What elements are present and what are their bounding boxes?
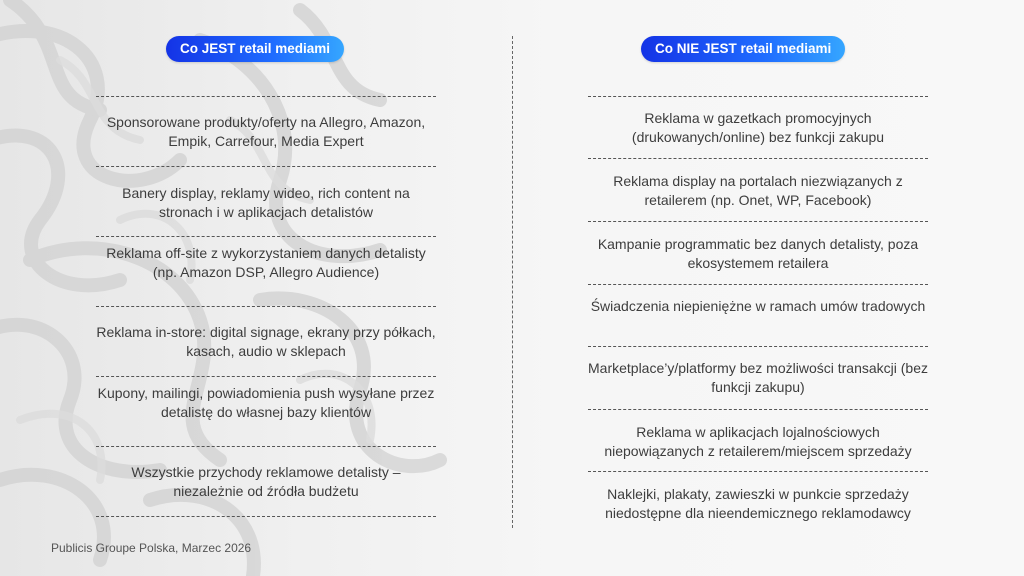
dashed-rule bbox=[588, 158, 928, 159]
right-item-7: Naklejki, plakaty, zawieszki w punkcie sprzedaży niedostępne dla nieendemicznego reklamodawcy bbox=[605, 486, 911, 521]
dashed-rule bbox=[96, 376, 436, 377]
center-divider bbox=[512, 36, 513, 528]
left-item-2: Banery display, reklamy wideo, rich content na stronach i w aplikacjach detalistów bbox=[122, 185, 410, 220]
right-item-6: Reklama w aplikacjach lojalnościowych niepowiązanych z retailerem/miejscem sprzedaży bbox=[604, 424, 912, 459]
right-item-1: Reklama w gazetkach promocyjnych (drukowanych/online) bez funkcji zakupu bbox=[631, 110, 885, 145]
dashed-rule bbox=[588, 409, 928, 410]
right-item-4: Świadczenia niepieniężne w ramach umów tradowych bbox=[590, 298, 926, 314]
right-heading-badge: Co NIE JEST retail mediami bbox=[641, 36, 845, 62]
dashed-rule bbox=[588, 96, 928, 97]
dashed-rule bbox=[96, 446, 436, 447]
left-item-6: Wszystkie przychody reklamowe detalisty – niezależnie od źródła budżetu bbox=[131, 464, 401, 499]
dashed-rule bbox=[96, 306, 436, 307]
left-heading-badge: Co JEST retail mediami bbox=[166, 36, 344, 62]
dashed-rule bbox=[588, 284, 928, 285]
dashed-rule bbox=[96, 96, 436, 97]
right-item-2: Reklama display na portalach niezwiązanych z retailerem (np. Onet, WP, Facebook) bbox=[613, 173, 903, 208]
left-item-3: Reklama off-site z wykorzystaniem danych detalisty (np. Amazon DSP, Allegro Audience) bbox=[106, 245, 426, 280]
left-item-5: Kupony, mailingi, powiadomienia push wysyłane przez detalistę do własnej bazy klientów bbox=[97, 385, 435, 420]
dashed-rule bbox=[588, 471, 928, 472]
dashed-rule bbox=[96, 166, 436, 167]
right-item-3: Kampanie programmatic bez danych detalisty, poza ekosystemem retailera bbox=[597, 236, 919, 271]
footer-source: Publicis Groupe Polska, Marzec 2026 bbox=[51, 541, 252, 555]
dashed-rule bbox=[96, 516, 436, 517]
left-item-4: Reklama in-store: digital signage, ekrany przy półkach, kasach, audio w sklepach bbox=[96, 324, 436, 359]
dashed-rule bbox=[588, 221, 928, 222]
left-item-1: Sponsorowane produkty/oferty na Allegro, Amazon, Empik, Carrefour, Media Expert bbox=[106, 114, 426, 149]
dashed-rule bbox=[588, 346, 928, 347]
right-item-5: Marketplace’y/platformy bez możliwości transakcji (bez funkcji zakupu) bbox=[588, 360, 928, 395]
dashed-rule bbox=[96, 236, 436, 237]
